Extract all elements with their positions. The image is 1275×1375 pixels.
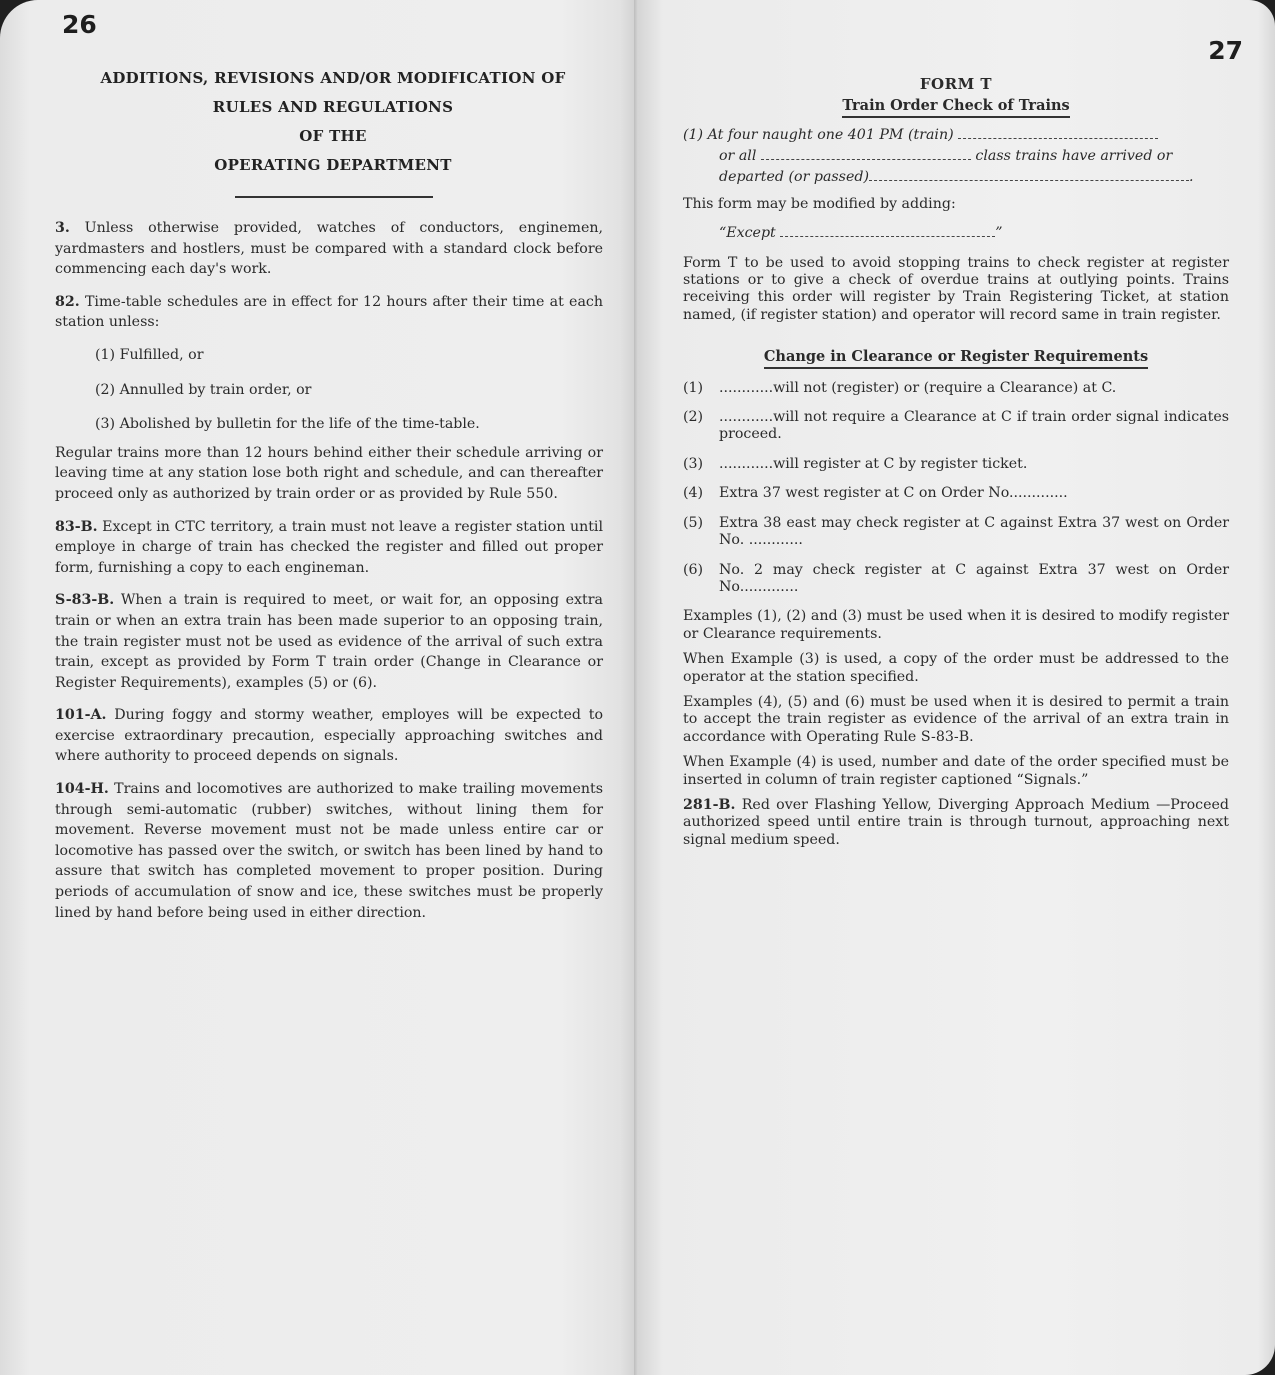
example-number: (2) — [683, 409, 704, 426]
blank-line — [958, 128, 1158, 139]
heading-line: OPERATING DEPARTMENT — [214, 156, 452, 174]
heading-line: OF THE — [299, 127, 367, 145]
example-number: (1) — [683, 379, 704, 396]
rule-281b — [683, 797, 1229, 849]
example-item — [683, 409, 1229, 444]
form-line-1 — [683, 125, 1229, 146]
rule-text: Except in CTC territory, a train must not leave a register station until employe in charge of train has checked the register and filled out proper form, furnishing a copy to each engineman. — [55, 518, 603, 576]
rule-number: 83-B. — [55, 518, 98, 535]
example-number: (3) — [683, 455, 704, 472]
example-item — [683, 562, 1229, 597]
form-t-template — [683, 125, 1229, 188]
rule-104h — [55, 779, 603, 923]
example-number: (4) — [683, 485, 704, 502]
rule-number: 104-H. — [55, 781, 109, 798]
rule-82 — [55, 292, 603, 333]
rule-number: 281-B. — [683, 796, 736, 813]
heading-line: RULES AND REGULATIONS — [212, 98, 454, 116]
rule-text: During foggy and stormy weather, employes will be expected to exercise extraordinary precaution, especially approaching switches and where authority to proceed depends on signals. — [55, 707, 603, 765]
example-text: ............will not (register) or (require a Clearance) at C. — [719, 379, 1117, 396]
example-item — [683, 485, 1229, 502]
rule-text: When a train is required to meet, or wait for, an opposing extra train or when an extra train has been made superior to an opposing train, the train register must not be used as evidence of the arrival of such extra train, except as provided by Form T train order (Change in Clearance or Register Requirements), examples (5) or (6). — [55, 592, 603, 691]
form-line-text: class trains have arrived or — [975, 147, 1173, 164]
rule-text: Trains and locomotives are authorized to make trailing movements through semi-automatic (rubber) switches, without lining them for movement. Reverse movement must not be made unless entire car or locomotive has passed over the switch, or switch has been lined by hand to assure that switch has completed movement to proper position. During periods of accumulation of snow and ice, these switches must be properly lined by hand before being used in either direction. — [55, 781, 604, 921]
rule-82-item: (1) Fulfilled, or — [95, 346, 204, 363]
rule-82-continuation: Regular trains more than 12 hours behind either their schedule arriving or leaving time at any station lose both right and schedule, and can thereafter proceed only as authorized by train order or as provided by Rule 550. — [55, 444, 603, 502]
example-number: (6) — [683, 561, 704, 578]
form-line-2 — [683, 146, 1229, 167]
note-paragraph: Examples (4), (5) and (6) must be used when it is desired to permit a train to accept the train register as evidence of the arrival of an extra train in accordance with Operating Rule S-83-B. — [683, 693, 1229, 745]
blank-line — [780, 226, 995, 237]
blank-line — [869, 170, 1189, 181]
blank-line — [761, 149, 971, 160]
rules-heading — [78, 64, 588, 180]
left-column — [55, 218, 603, 935]
form-line-3: departed (or passed) . — [719, 168, 1194, 185]
heading-line: ADDITIONS, REVISIONS AND/OR MODIFICATION OF — [100, 69, 566, 87]
rule-text: Time-table schedules are in effect for 12 hours after their time at each station unless: — [55, 293, 603, 331]
example-text: ............will not require a Clearance at C if train order signal indicates proceed. — [719, 409, 1229, 443]
note-paragraph: Examples (1), (2) and (3) must be used when it is desired to modify register or Clearance requirements. — [683, 608, 1229, 642]
note-paragraph: When Example (3) is used, a copy of the order must be addressed to the operator at the station specified. — [683, 651, 1229, 685]
section-heading-text: Change in Clearance or Register Requirements — [764, 348, 1148, 369]
except-line — [683, 225, 1229, 242]
example-text: ............will register at C by register ticket. — [719, 455, 1028, 472]
except-open: “Except — [719, 225, 776, 242]
rule-number: S-83-B. — [55, 592, 115, 609]
example-item — [683, 380, 1229, 397]
rule-text: Red over Flashing Yellow, Diverging Approach Medium —Proceed authorized speed until entire train is through turnout, approaching next signal medium speed. — [683, 796, 1229, 848]
rule-text: Unless otherwise provided, watches of conductors, enginemen, yardmasters and hostlers, must be compared with a standard clock before commencing each day's work. — [55, 220, 603, 278]
form-subtitle — [683, 97, 1229, 114]
note-paragraph: When Example (4) is used, number and date of the order specified must be inserted in column of train register captioned “Signals.” — [683, 754, 1229, 788]
rule-number: 3. — [55, 220, 70, 236]
rule-number: 82. — [55, 293, 80, 310]
rule-82-item: (2) Annulled by train order, or — [95, 381, 312, 398]
example-text: Extra 38 east may check register at C against Extra 37 west on Order No. ............ — [719, 514, 1229, 549]
form-line-text: (1) At four naught one 401 PM (train) — [683, 126, 954, 143]
form-subtitle-text: Train Order Check of Trains — [842, 97, 1069, 118]
rule-101a — [55, 705, 603, 767]
rule-number: 101-A. — [55, 707, 107, 724]
form-line-text: or all — [719, 147, 757, 164]
rule-83b — [55, 517, 603, 579]
form-title: FORM T — [919, 75, 993, 93]
section-heading — [683, 348, 1229, 365]
form-t-usage: Form T to be used to avoid stopping trains to check register at register stations or to give a check of overdue trains at outlying points. Trains receiving this order will register by Train Registering Ticket, at station named, (if register station) and operator will record same in train register. — [683, 254, 1229, 323]
except-close: ” — [995, 225, 1003, 242]
example-item — [683, 456, 1229, 473]
rule-82-item: (3) Abolished by bulletin for the life of the time-table. — [95, 416, 480, 433]
example-item — [683, 515, 1229, 550]
rule-3 — [55, 218, 603, 280]
page-number-right: 27 — [1208, 36, 1243, 65]
example-text: Extra 37 west register at C on Order No............. — [719, 485, 1068, 502]
page-number-left: 26 — [62, 10, 97, 39]
form-line-text: departed (or passed) — [719, 168, 869, 185]
modify-text: This form may be modified by adding: — [683, 195, 956, 212]
heading-divider — [235, 196, 433, 198]
example-number: (5) — [683, 514, 704, 531]
right-column — [683, 76, 1229, 861]
rule-s83b — [55, 590, 603, 693]
example-text: No. 2 may check register at C against Extra 37 west on Order No............. — [719, 561, 1229, 595]
